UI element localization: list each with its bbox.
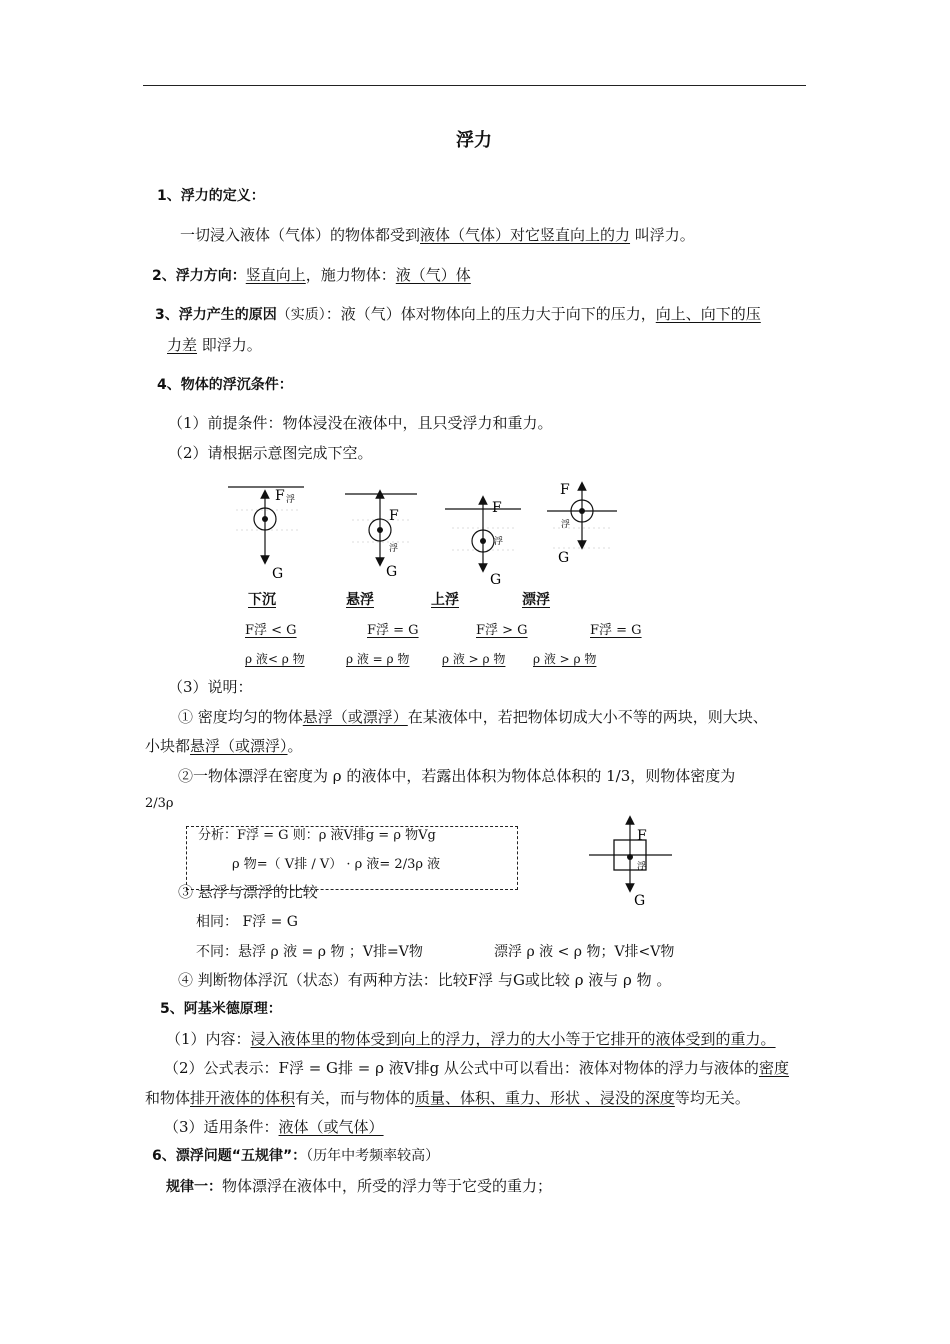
s6-note: （历年中考频率较高） [306,1148,440,1164]
section-3-heading: 3、浮力产生的原因 [155,307,277,323]
box-g: G [634,893,646,909]
compare-diff-b: 漂浮 ρ 液 < ρ 物；V排<V物 [494,944,675,960]
note-1-line1 [178,706,768,727]
diagram-float [547,482,617,566]
density-rise: ρ 液 > ρ 物 [442,652,506,666]
s2-direction: 竖直向上 [245,266,306,284]
s5-c2-u2: 排开液体的体积 [190,1089,296,1107]
d4-g: G [558,550,570,566]
section-6 [152,1145,439,1165]
d2-fu: 浮 [389,544,399,554]
s1-text-end: 叫浮力。 [630,226,695,244]
n1-u2: 悬浮（或漂浮） [190,737,288,755]
note-2-line1: ②一物体漂浮在密度为 ρ 的液体中，若露出体积为物体总体积的 1/3，则物体密度为 [178,767,736,785]
section-2-heading: 2、浮力方向： [152,268,246,284]
rule-1-text: 物体漂浮在液体中，所受的浮力等于它受的重力； [222,1177,553,1195]
section-6-heading: 6、漂浮问题“五规律”： [152,1148,307,1164]
d3-f: F [492,500,502,516]
n1-c: 小块都 [145,737,191,755]
s4-condition-1: （1）前提条件：物体浸没在液体中，且只受浮力和重力。 [168,414,553,432]
d3-g: G [490,572,502,588]
s3-underline-2: 力差 [167,336,198,354]
section-3-line2 [167,334,262,355]
compare-same: 相同： F浮 = G [196,914,298,930]
section-1-text [180,224,695,245]
state-suspend: 悬浮 [346,592,374,608]
s3-end: 即浮力。 [197,336,262,354]
force-rise: F浮 > G [476,623,528,638]
d1-g: G [272,566,284,582]
page-title: 浮力 [456,130,492,151]
s5-formula-line2 [145,1087,750,1108]
state-float: 漂浮 [522,592,550,608]
note-1-line2 [145,735,303,756]
compare-diff-a: 不同：悬浮 ρ 液 = ρ 物 ；V排=V物 [196,944,423,960]
note-3: ③ 悬浮与漂浮的比较 [178,883,318,901]
d1-f: F [275,488,285,504]
diagram-rise [445,500,521,588]
diagram-suspend [345,494,417,580]
s5-formula-line1 [164,1057,789,1078]
s2-mid: ，施力物体： [305,266,396,284]
s4-condition-2: （2）请根据示意图完成下空。 [168,444,373,462]
s3-underline-1: 向上、向下的压 [655,305,761,323]
d3-fu: 浮 [494,537,504,547]
section-1-heading: 1、浮力的定义： [157,188,265,204]
d1-fu: 浮 [286,495,296,505]
analysis-line-2: ρ 物=（ V排 / V） · ρ 液= 2/3ρ 液 [232,857,441,872]
s3-paren: （实质） [276,307,326,323]
rule-1-heading: 规律一： [166,1179,222,1195]
d4-f: F [560,482,570,498]
s1-text-a: 一切浸入液体（气体）的物体都受到 [180,226,421,244]
d4-fu: 浮 [561,520,571,530]
s5-c3-a: （3）适用条件： [164,1118,279,1136]
s5-c1-u: 浸入液体里的物体受到向上的浮力，浮力的大小等于它排开的液体受到的重力。 [250,1030,776,1048]
s5-c2-d: 等均无关。 [674,1089,750,1107]
buoyancy-diagrams [0,470,950,680]
density-float: ρ 液 > ρ 物 [533,652,597,666]
section-5-heading: 5、阿基米德原理： [160,1001,282,1017]
s5-c3-u: 液体（或气体） [278,1118,384,1136]
s5-c1-a: （1）内容： [166,1030,251,1048]
force-suspend: F浮 = G [367,623,419,638]
d2-g: G [386,564,398,580]
s5-c2-u: 密度 [758,1059,789,1077]
box-f: F [637,828,647,844]
s5-content [166,1028,776,1049]
s5-c2-u3: 质量、体积、重力、形状 、浸没的深度 [415,1089,675,1107]
force-float: F浮 = G [590,623,642,638]
s2-object: 液（气）体 [395,266,471,284]
diagram-sink [228,487,304,582]
box-fu: 浮 [637,862,647,872]
analysis-line-1: 分析：F浮 = G 则：ρ 液V排g = ρ 物Vg [198,828,436,843]
state-sink: 下沉 [248,592,276,608]
n1-u: 悬浮（或漂浮） [302,708,408,726]
s1-underlined: 液体（气体）对它竖直向上的力 [420,226,631,244]
section-3-line1 [155,303,761,324]
s5-c2-a: （2）公式表示：F浮 = G排 = ρ 液V排g 从公式中可以看出：液体对物体的浮力与液体的 [164,1059,759,1077]
density-sink: ρ 液< ρ 物 [245,652,305,666]
note-4: ④ 判断物体浮沉（状态）有两种方法：比较F浮 与G或比较 ρ 液与 ρ 物 。 [178,971,672,989]
header-rule [143,85,806,86]
note-2-line2: 2/3ρ [145,796,174,811]
s5-condition [164,1116,384,1137]
s5-c2-c: 有关，而与物体的 [295,1089,416,1107]
floating-block-diagram [585,812,680,912]
n1-d: 。 [287,737,303,755]
s5-c2-b: 和物体 [145,1089,191,1107]
n1-b: 在某液体中，若把物体切成大小不等的两块，则大块、 [407,708,768,726]
rule-1 [166,1175,552,1196]
density-suspend: ρ 液 = ρ 物 [346,652,410,666]
s3-text: ：液（气）体对物体向上的压力大于向下的压力， [325,305,656,323]
n1-a: ① 密度均匀的物体 [178,708,303,726]
state-rise: 上浮 [431,592,459,608]
s4-notes-label: （3）说明： [168,678,253,696]
force-sink: F浮 < G [245,623,297,638]
d2-f: F [389,508,399,524]
section-4-heading: 4、物体的浮沉条件： [157,377,293,393]
section-2 [152,264,471,285]
